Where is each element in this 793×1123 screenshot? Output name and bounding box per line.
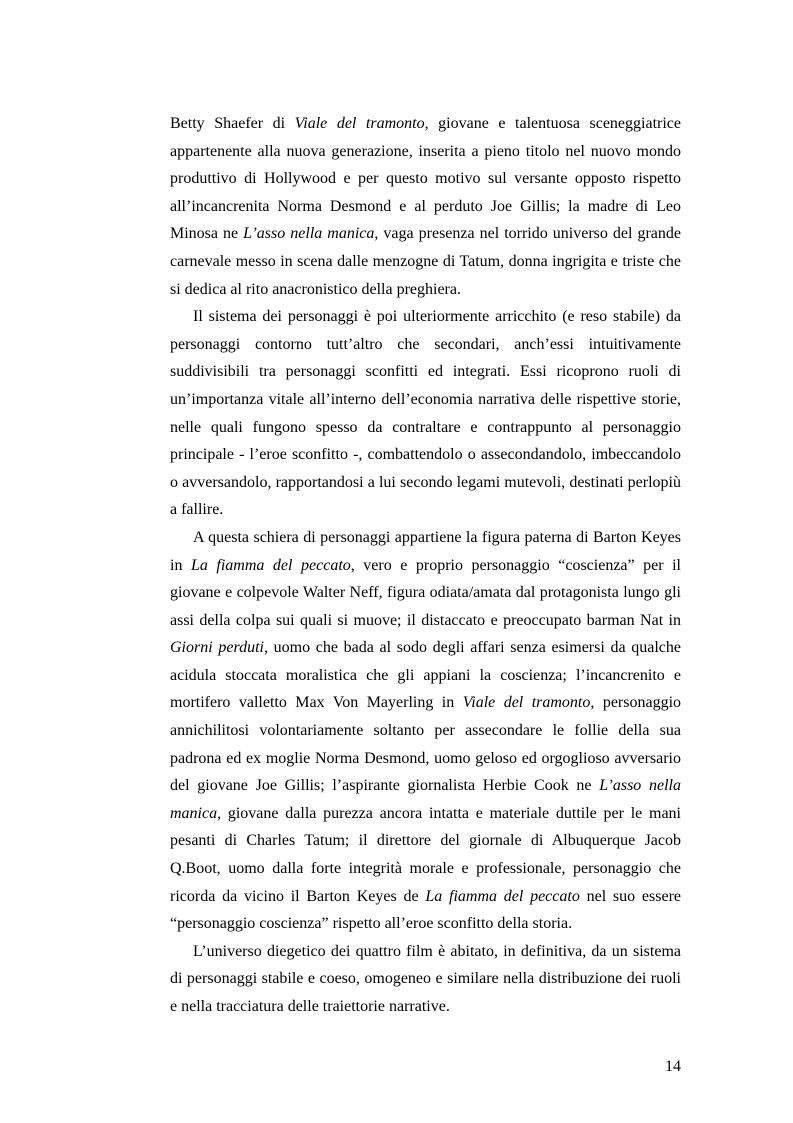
text-segment: , uomo che bada al sodo degli affari senza esimersi da qualche: [263, 639, 681, 657]
text-line: [170, 358, 681, 386]
text-segment: del giovane Joe Gillis; l’aspirante giornalista Herbie Cook ne: [170, 777, 600, 795]
text-segment: mortifero valletto Max Von Mayerling in: [170, 694, 463, 712]
text-segment: “personaggio coscienza” rispetto all’eroe sconfitto della storia.: [170, 915, 573, 933]
film-title: La fiamma del peccato: [425, 887, 580, 905]
text-segment: A questa schiera di personaggi appartiene la figura paterna di Barton Keyes: [193, 528, 681, 546]
text-segment: si dedica al rito anacronistico della preghiera.: [170, 280, 461, 298]
text-line: [170, 607, 681, 635]
text-line: [170, 331, 681, 359]
text-segment: , giovane dalla purezza ancora intatta e materiale duttile per le mani: [217, 804, 681, 822]
text-line: [170, 248, 681, 276]
text-segment: , personaggio: [590, 694, 682, 712]
text-line: [170, 552, 681, 580]
text-line: [170, 800, 681, 828]
paragraph: [170, 938, 681, 1021]
page-number: 14: [665, 1058, 681, 1075]
text-line: [170, 220, 681, 248]
text-line: [170, 193, 681, 221]
text-segment: , vaga presenza nel torrido universo del grande: [374, 225, 681, 243]
text-segment: all’incancrenita Norma Desmond e al perduto Joe Gillis; la madre di Leo: [170, 197, 681, 215]
text-line: [170, 855, 681, 883]
text-line: [170, 579, 681, 607]
text-line: [170, 276, 681, 304]
text-segment: L’universo diegetico dei quattro film è abitato, in definitiva, da un sistema: [193, 942, 681, 960]
text-line: [170, 910, 681, 938]
text-line: [170, 827, 681, 855]
text-segment: suddivisibili tra personaggi sconfitti ed integrati. Essi ricoprono ruoli di: [170, 363, 681, 381]
text-line: [170, 441, 681, 469]
text-segment: padrona ed ex moglie Norma Desmond, uomo geloso ed orgoglioso avversario: [170, 749, 681, 767]
text-segment: produttivo di Hollywood e per questo motivo sul versante opposto rispetto: [170, 170, 681, 188]
text-line: [170, 469, 681, 497]
film-title: L’asso nella manica: [243, 225, 375, 243]
text-line: [170, 138, 681, 166]
text-line: [170, 965, 681, 993]
text-line: [170, 717, 681, 745]
text-line: [170, 414, 681, 442]
text-segment: pesanti di Charles Tatum; il direttore del giornale di Albuquerque Jacob: [170, 832, 681, 850]
text-segment: , vero e proprio personaggio “coscienza” per il: [350, 556, 681, 574]
text-line: [170, 386, 681, 414]
text-line: [170, 689, 681, 717]
text-segment: ricorda da vicino il Barton Keyes de: [170, 887, 426, 905]
text-segment: di personaggi stabile e coeso, omogeneo e similare nella distribuzione dei ruoli: [170, 970, 681, 988]
text-line: [170, 772, 681, 800]
text-line: [170, 662, 681, 690]
text-segment: , giovane e talentuosa sceneggiatrice: [424, 115, 681, 132]
text-segment: Il sistema dei personaggi è poi ulteriormente arricchito (e reso stabile) da: [193, 308, 681, 326]
film-title: La fiamma del peccato: [190, 556, 351, 574]
text-line: [170, 110, 681, 138]
film-title: Viale del tramonto: [294, 115, 425, 132]
text-segment: a fallire.: [170, 501, 224, 519]
film-title: L’asso nella: [599, 777, 681, 795]
text-line: [170, 165, 681, 193]
text-line: [170, 634, 681, 662]
paragraph: [170, 524, 681, 938]
text-line: [170, 938, 681, 966]
text-line: [170, 883, 681, 911]
text-segment: personaggi contorno tutt’altro che secondari, anch’essi intuitivamente: [170, 335, 681, 353]
text-segment: giovane e colpevole Walter Neff, figura odiata/amata dal protagonista lungo gli: [170, 584, 681, 602]
text-segment: Q.Boot, uomo dalla forte integrità morale e professionale, personaggio che: [170, 860, 681, 878]
text-segment: carnevale messo in scena dalle menzogne di Tatum, donna ingrigita e triste che: [170, 252, 681, 270]
text-segment: nelle quali fungono spesso da contraltare e contrappunto al personaggio: [170, 418, 681, 436]
text-segment: Betty Shaefer di: [170, 115, 295, 132]
text-segment: acidula stoccata moralistica che gli appiani la coscienza; l’incancrenito e: [170, 666, 681, 684]
text-line: [170, 303, 681, 331]
film-title: manica: [170, 804, 218, 822]
paragraph: [170, 110, 681, 303]
text-segment: o avversandolo, rapportandosi a lui secondo legami mutevoli, destinati perlopiù: [170, 473, 681, 491]
film-title: Giorni perduti: [170, 639, 264, 657]
text-segment: Minosa ne: [170, 225, 244, 243]
text-line: [170, 993, 681, 1021]
text-line: [170, 496, 681, 524]
film-title: Viale del tramonto: [462, 694, 591, 712]
text-segment: in: [170, 556, 191, 574]
text-segment: annichilitosi volontariamente soltanto per assecondare le follie della sua: [170, 722, 681, 740]
text-segment: un’importanza vitale all’interno dell’economia narrativa delle rispettive storie,: [170, 390, 681, 408]
text-segment: assi della colpa sui quali si muove; il distaccato e preoccupato barman Nat in: [170, 611, 681, 629]
text-segment: principale - l’eroe sconfitto -, combattendolo o assecondandolo, imbeccandolo: [170, 446, 681, 464]
text-segment: e nella tracciatura delle traiettorie narrative.: [170, 998, 450, 1015]
body-text: [170, 110, 681, 1021]
text-line: [170, 745, 681, 773]
text-segment: appartenente alla nuova generazione, inserita a pieno titolo nel nuovo mondo: [170, 142, 681, 160]
text-line: [170, 524, 681, 552]
text-segment: nel suo essere: [579, 887, 682, 905]
paragraph: [170, 303, 681, 524]
